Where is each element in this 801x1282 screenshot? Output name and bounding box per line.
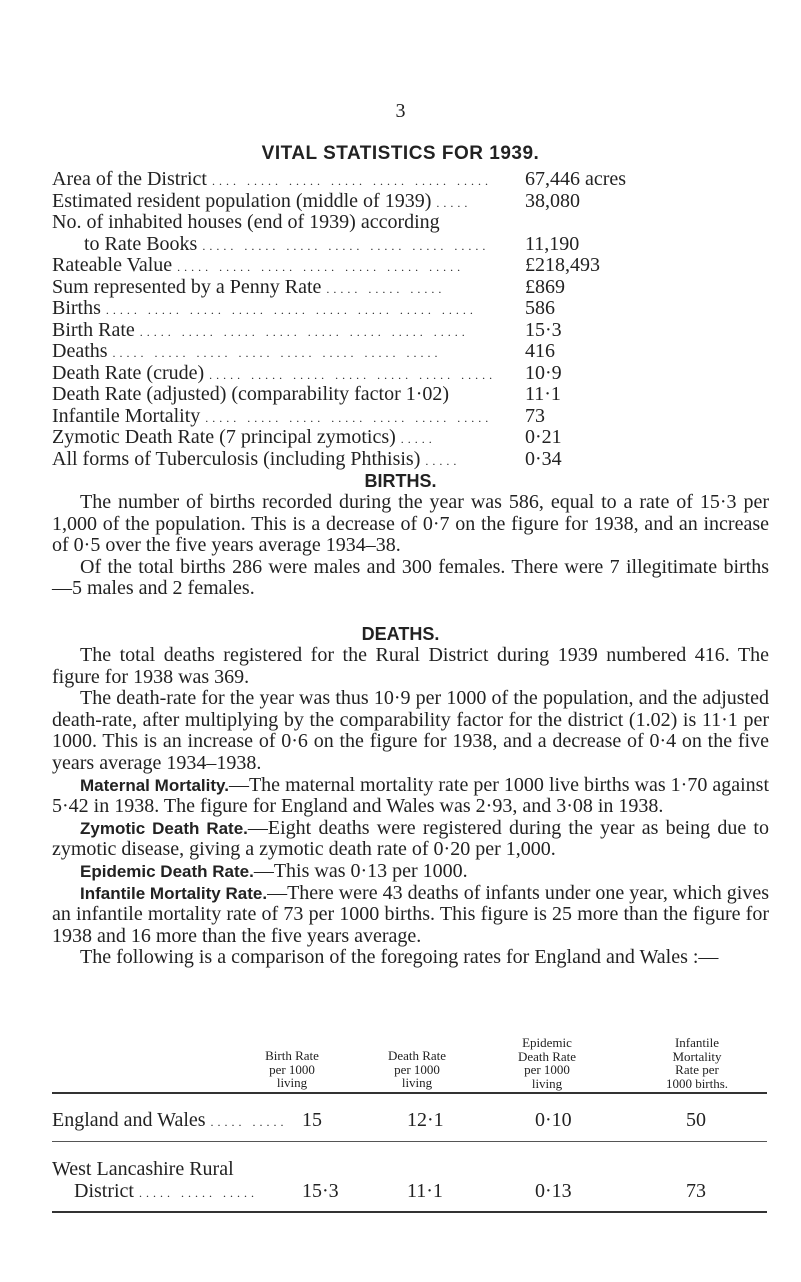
stat-value: 15·3 (525, 318, 562, 341)
deaths-section (52, 645, 769, 969)
deaths-paragraph-1: The total deaths registered for the Rural District during 1939 numbered 416. The figure for 1938 was 369. (52, 644, 769, 688)
stat-row: Births ..... ..... ..... ..... ..... ..... ..... ..... ..... 586 (52, 297, 555, 319)
stat-value: 73 (525, 404, 545, 427)
table-rule (52, 1211, 767, 1213)
page-number: 3 (395, 100, 406, 122)
column-header-infantile-mortality: Infantile Mortality Rate per 1000 births. (665, 1035, 729, 1091)
stat-value: £218,493 (525, 254, 600, 276)
stat-row: No. of inhabited houses (end of 1939) according (52, 211, 440, 233)
england-death-rate: 12·1 (407, 1109, 444, 1131)
stat-row: Infantile Mortality ..... ..... ..... ..... ..... ..... ..... 73 (52, 404, 545, 427)
stat-row: Estimated resident population (middle of 1939) ..... 38,080 (52, 189, 580, 212)
district-birth-rate: 15·3 (302, 1180, 339, 1202)
births-heading: BIRTHS. (364, 471, 437, 491)
row-label-england-wales: England and Wales ..... ..... (52, 1109, 288, 1131)
infantile-heading: Infantile Mortality Rate. (80, 883, 268, 903)
stat-row: Death Rate (crude) ..... ..... ..... ..... ..... ..... ..... 10·9 (52, 361, 562, 384)
row-label-district: District ..... ..... ..... (74, 1180, 258, 1202)
maternal-mortality-heading: Maternal Mortality. (80, 775, 229, 795)
row-label-west-lancashire: West Lancashire Rural (52, 1158, 234, 1180)
stat-row: Birth Rate ..... ..... ..... ..... ..... ..... ..... ..... 15·3 (52, 318, 562, 341)
table-rule (52, 1092, 767, 1094)
column-header-death-rate: Death Rate per 1000 living (387, 1048, 447, 1090)
deaths-paragraph-2: The death-rate for the year was thus 10·9 per 1000 of the population, and the adjusted death-rate, after multiplying by the comparability factor for the district (1.02) is 11·1 per 1000. This is an increase of 0·6 on the figure for 1938, and a decrease of 0·4 on the five years average 1934–1938. (52, 687, 769, 774)
stat-row: Zymotic Death Rate (7 principal zymotics) ..... 0·21 (52, 426, 562, 448)
stat-row: Sum represented by a Penny Rate ..... ..... ..... £869 (52, 275, 565, 298)
births-paragraph-1: The number of births recorded during the year was 586, equal to a rate of 15·3 per 1,000 of the population. This is a decrease of 0·7 on the figure for 1938, and an increase of 0·5 over the five years average 1934–38. (52, 491, 769, 557)
epidemic-heading: Epidemic Death Rate. (80, 861, 254, 881)
england-epidemic-rate: 0·10 (535, 1109, 572, 1131)
table-rule (52, 1141, 767, 1142)
zymotic-heading: Zymotic Death Rate. (80, 818, 248, 838)
column-header-birth-rate: Birth Rate per 1000 living (265, 1048, 319, 1090)
england-birth-rate: 15 (302, 1109, 322, 1131)
deaths-heading: DEATHS. (361, 624, 440, 644)
page-title: VITAL STATISTICS FOR 1939. (261, 143, 540, 164)
zymotic-paragraph: Zymotic Death Rate.—Eight deaths were registered during the year as being due to zymotic disease, giving a zymotic death rate of 0·20 per 1,000. (52, 816, 769, 861)
england-infantile-rate: 50 (686, 1109, 706, 1131)
births-paragraph-2: Of the total births 286 were males and 300 females. There were 7 illegitimate births—5 males and 2 females. (52, 555, 769, 600)
infantile-paragraph: Infantile Mortality Rate.—There were 43 deaths of infants under one year, which gives an infantile mortality rate of 73 per 1000 births. This figure is 25 more than the figure for 1938 and 16 more than the five years average. (52, 881, 770, 947)
stat-value: 0·21 (525, 426, 562, 448)
vital-statistics-list (52, 169, 797, 470)
stat-row: All forms of Tuberculosis (including Phthisis) ..... 0·34 (52, 447, 562, 470)
stat-value: £869 (525, 275, 565, 298)
stat-value: 11·1 (525, 383, 561, 405)
stat-row: Deaths ..... ..... ..... ..... ..... ..... ..... ..... 416 (52, 340, 555, 362)
stat-row: Rateable Value ..... ..... ..... ..... ..... ..... ..... £218,493 (52, 254, 600, 276)
stat-value: 38,080 (525, 189, 580, 212)
stat-row: to Rate Books ..... ..... ..... ..... ..... ..... ..... 11,190 (84, 232, 580, 255)
column-header-epidemic-death-rate: Epidemic Death Rate per 1000 living (517, 1035, 577, 1091)
epidemic-paragraph: Epidemic Death Rate.—This was 0·13 per 1000. (80, 859, 468, 882)
district-death-rate: 11·1 (407, 1180, 443, 1202)
stat-value: 11,190 (525, 232, 580, 255)
stat-value: 10·9 (525, 361, 562, 384)
stat-row: Death Rate (adjusted) (comparability factor 1·02) 11·1 (52, 383, 561, 405)
stat-value: 67,446 acres (525, 168, 627, 190)
stat-value: 586 (525, 297, 555, 319)
comparison-intro: The following is a comparison of the foregoing rates for England and Wales :— (80, 946, 719, 969)
stat-row: Area of the District .... ..... ..... ..... ..... ..... ..... 67,446 acres (52, 168, 627, 190)
district-epidemic-rate: 0·13 (535, 1180, 572, 1202)
maternal-mortality-paragraph: Maternal Mortality.—The maternal mortality rate per 1000 live births was 1·70 against 5·42 in 1938. The figure for England and Wales was 2·93, and 3·08 in 1938. (52, 773, 769, 818)
stat-value: 0·34 (525, 447, 562, 470)
births-section (52, 492, 769, 600)
stat-value: 416 (525, 340, 555, 362)
district-infantile-rate: 73 (686, 1180, 706, 1202)
